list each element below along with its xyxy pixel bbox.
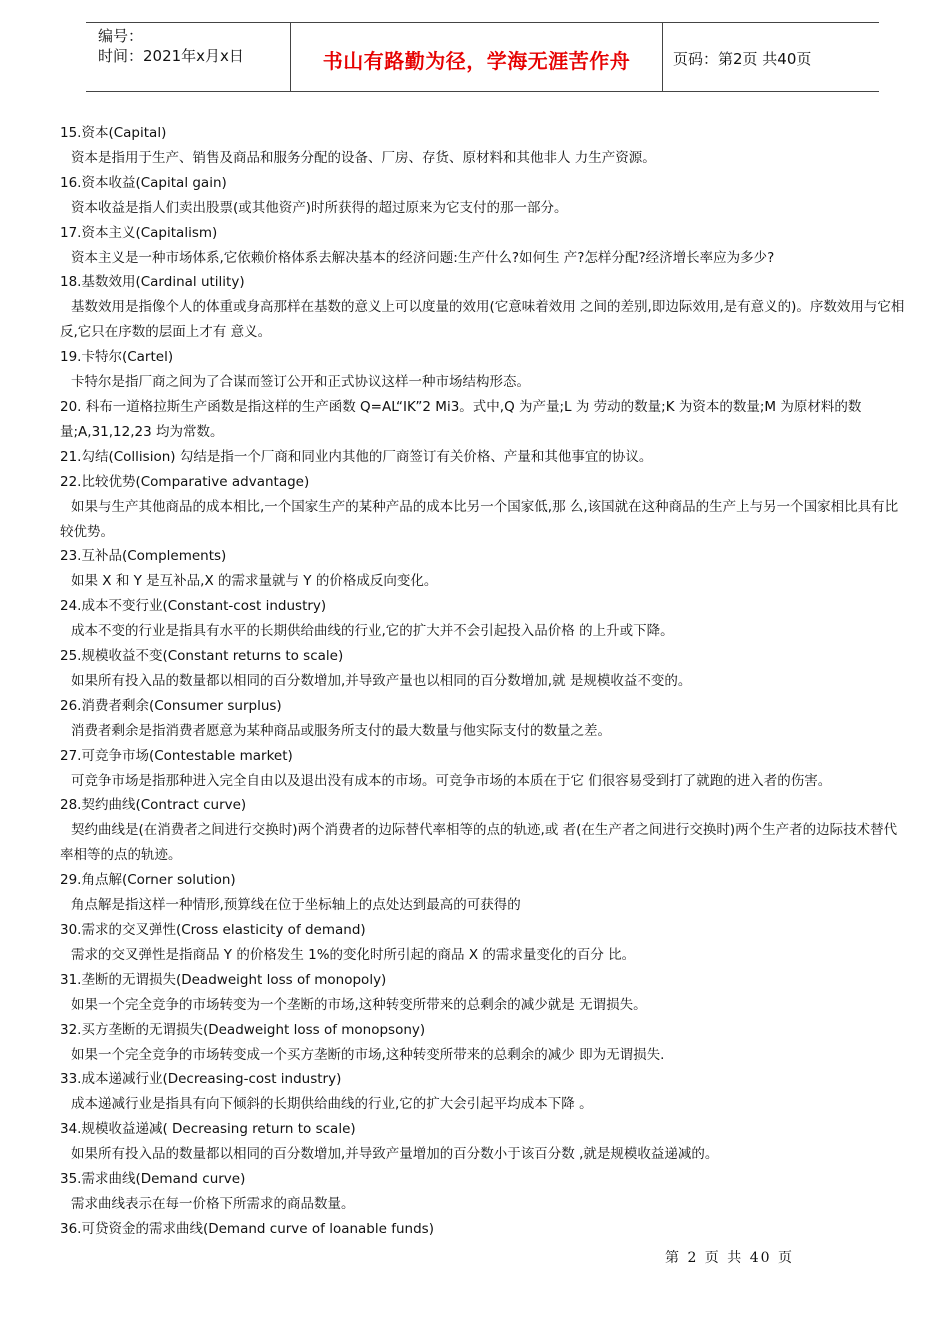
entry-term: 16.资本收益(Capital gain) [60,174,227,191]
header-motto-cell [291,23,663,91]
entry-term: 31.垄断的无谓损失(Deadweight loss of monopoly) [60,971,387,988]
entry-definition: 成本不变的行业是指具有水平的长期供给曲线的行业,它的扩大并不会引起投入品价格 的上升或下降。 [71,623,674,640]
entry-term: 26.消费者剩余(Consumer surplus) [60,697,282,714]
entry-term: 36.可贷资金的需求曲线(Demand curve of loanable funds) [60,1220,434,1237]
entry-definition: 如果所有投入品的数量都以相同的百分数增加,并导致产量增加的百分数小于该百分数 ,就是规模收益递减的。 [71,1146,719,1163]
entry-term: 17.资本主义(Capitalism) [60,224,218,241]
entry-term: 30.需求的交叉弹性(Cross elasticity of demand) [60,922,366,938]
entry-definition: 20. 科布一道格拉斯生产函数是指这样的生产函数 Q=AL“IK”2 Mi3。式中,Q 为产量;L 为 劳动的数量;K 为资本的数量;M 为原材料的数量;A,31,12,23 均为常数。 [60,398,862,440]
entry-definition: 如果与生产其他商品的成本相比,一个国家生产的某种产品的成本比另一个国家低,那 么,该国就在这种商品的生产上与另一个国家相比具有比较优势。 [60,498,899,540]
entry-term: 23.互补品(Complements) [60,548,227,565]
entry-definition: 角点解是指这样一种情形,预算线在位于坐标轴上的点处达到最高的可获得的 [71,897,521,914]
entry-definition: 资本收益是指人们卖出股票(或其他资产)时所获得的超过原来为它支付的那一部分。 [71,199,568,216]
entry-definition: 成本递减行业是指具有向下倾斜的长期供给曲线的行业,它的扩大会引起平均成本下降 。 [71,1096,593,1113]
entry-term: 33.成本递减行业(Decreasing-cost industry) [60,1071,342,1088]
entry-definition: 如果一个完全竞争的市场转变成一个买方垄断的市场,这种转变所带来的总剩余的减少 即为无谓损失. [71,1046,665,1063]
entry-term: 32.买方垄断的无谓损失(Deadweight loss of monopsony) [60,1021,426,1038]
entry-term: 28.契约曲线(Contract curve) [60,797,247,814]
entry-term: 19.卡特尔(Cartel) [60,349,174,366]
entry-definition: 资本主义是一种市场体系,它依赖价格体系去解决基本的经济问题:生产什么?如何生 产?怎样分配?经济增长率应为多少? [71,249,775,266]
entry-term: 27.可竞争市场(Contestable market) [60,747,293,764]
page-footer: 第 2 页 共 40 页 [665,1250,794,1266]
entry-term: 18.基数效用(Cardinal utility) [60,274,245,291]
doc-number-label: 编号： [98,27,144,45]
entry-definition: 如果一个完全竞争的市场转变为一个垄断的市场,这种转变所带来的总剩余的减少就是 无谓损失。 [71,996,647,1013]
entry-definition: 可竞争市场是指那种进入完全自由以及退出没有成本的市场。可竞争市场的本质在于它 们很容易受到打了就跑的进入者的伤害。 [71,772,832,789]
entry-definition: 需求的交叉弹性是指商品 Y 的价格发生 1%的变化时所引起的商品 X 的需求量变化的百分 比。 [71,946,636,963]
doc-time-label: 时间：2021年x月x日 [98,47,244,65]
entry-term: 34.规模收益递减( Decreasing return to scale) [60,1121,356,1138]
entry-term: 24.成本不变行业(Constant-cost industry) [60,598,327,615]
glossary-body [60,121,910,1242]
entry-definition: 需求曲线表示在每一价格下所需求的商品数量。 [71,1195,355,1212]
header-motto: 书山有路勤为径，学海无涯苦作舟 [322,49,631,73]
entry-term: 22.比较优势(Comparative advantage) [60,473,310,490]
header-meta-cell [86,23,291,91]
entry-term: 21.勾结(Collision) 勾结是指一个厂商和同业内其他的厂商签订有关价格、产量和其他事宜的协议。 [60,448,653,465]
entry-definition: 资本是指用于生产、销售及商品和服务分配的设备、厂房、存货、原材料和其他非人 力生产资源。 [71,149,656,166]
entry-definition: 消费者剩余是指消费者愿意为某种商品或服务所支付的最大数量与他实际支付的数量之差。 [71,722,611,739]
entry-definition: 基数效用是指像个人的体重或身高那样在基数的意义上可以度量的效用(它意味着效用 之间的差别,即边际效用,是有意义的)。序数效用与它相反,它只在序数的层面上才有 意义。 [60,299,905,341]
header-page-cell [663,23,879,91]
entry-definition: 如果所有投入品的数量都以相同的百分数增加,并导致产量也以相同的百分数增加,就 是规模收益不变的。 [71,672,692,689]
entry-term: 29.角点解(Corner solution) [60,872,236,889]
entry-definition: 契约曲线是(在消费者之间进行交换时)两个消费者的边际替代率相等的点的轨迹,或 者(在生产者之间进行交换时)两个生产者的边际技术替代率相等的点的轨迹。 [60,822,898,864]
entry-term: 25.规模收益不变(Constant returns to scale) [60,648,344,665]
entry-definition: 如果 X 和 Y 是互补品,X 的需求量就与 Y 的价格成反向变化。 [71,573,438,590]
entry-term: 15.资本(Capital) [60,125,167,141]
entry-definition: 卡特尔是指厂商之间为了合谋而签订公开和正式协议这样一种市场结构形态。 [71,374,530,391]
entry-term: 35.需求曲线(Demand curve) [60,1171,246,1188]
header-page-code: 页码：第2页 共40页 [673,50,812,68]
page-header [86,22,879,92]
